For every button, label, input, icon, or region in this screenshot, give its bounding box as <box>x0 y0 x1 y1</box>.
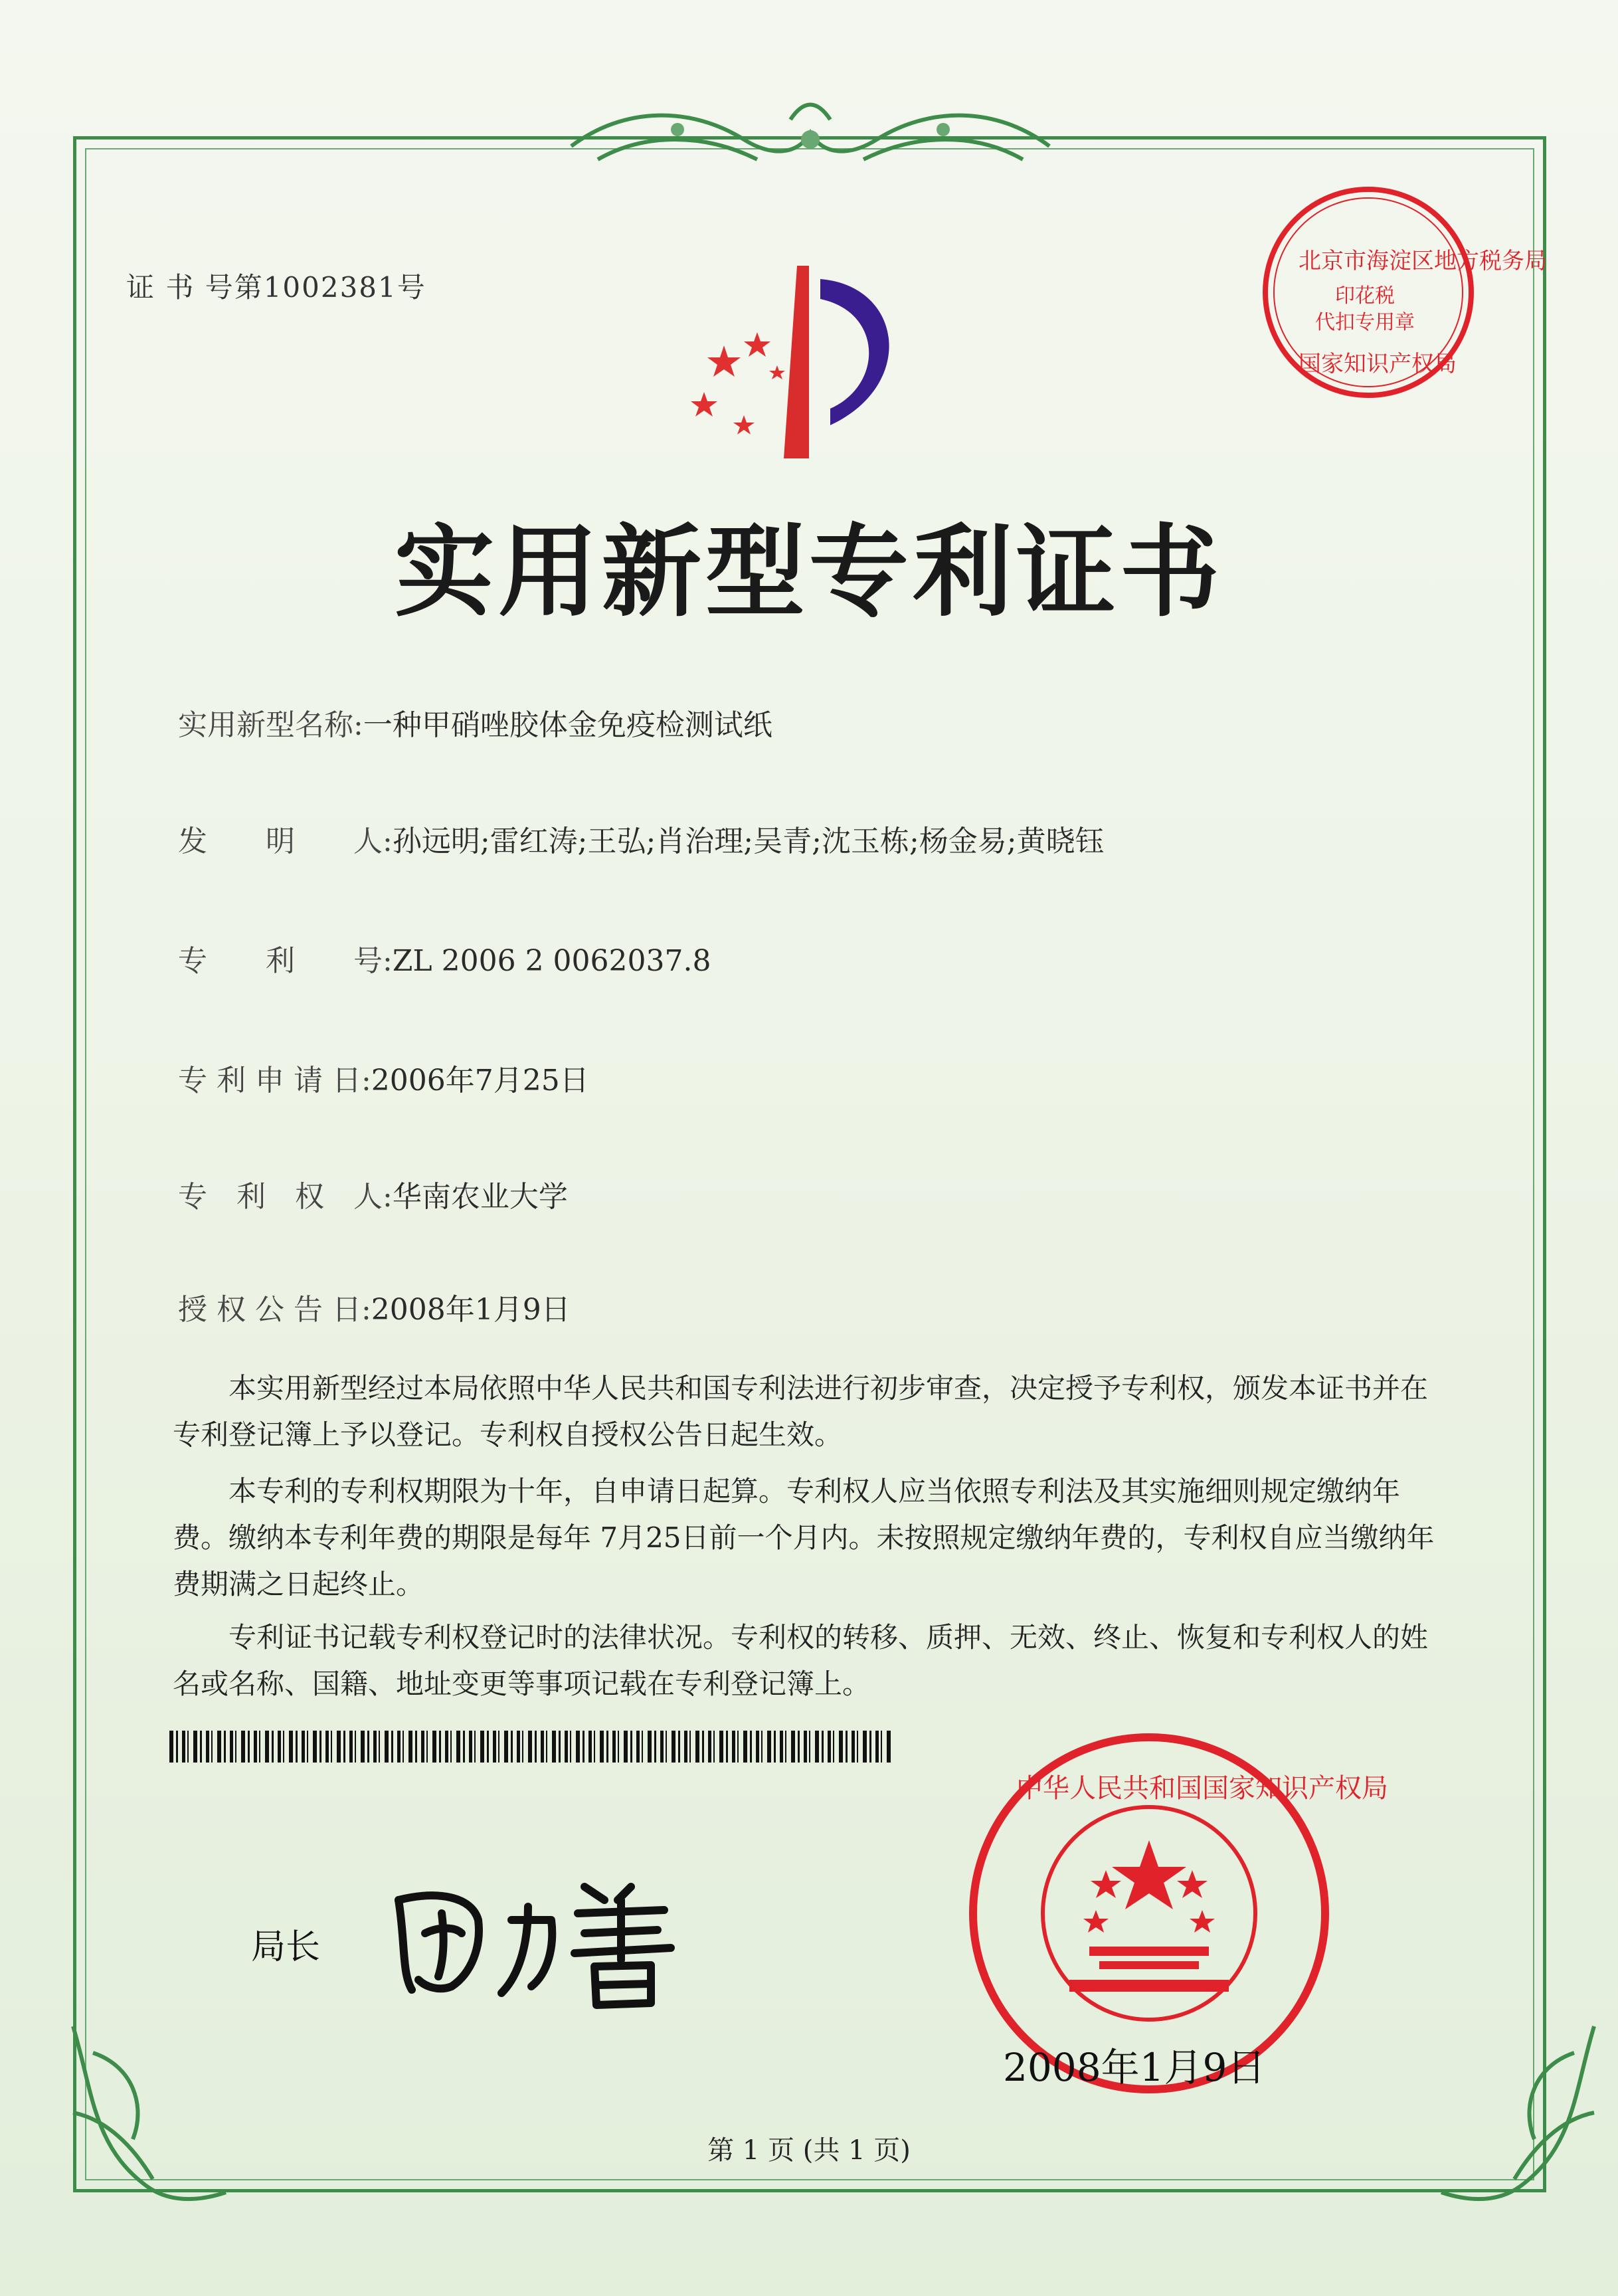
tax-stamp-center1: 印花税 <box>1335 284 1395 308</box>
barcode <box>169 1731 893 1763</box>
inventor-label: 发 明 人: <box>178 824 393 858</box>
bottom-left-ornament-icon <box>53 2013 239 2212</box>
body-paragraph-2: 本专利的专利权期限为十年，自申请日起算。专利权人应当依照专利法及其实施细则规定缴纳年费。缴纳本专利年费的期限是每年 7月25日前一个月内。未按照规定缴纳年费的，专利权自应当缴纳年费期满之日起终止。 <box>173 1475 1435 1600</box>
inventor-row <box>178 817 1105 860</box>
filing-date-row <box>178 1056 589 1099</box>
director-signature <box>385 1860 704 2013</box>
seal-date: 2008年1月9日 <box>1003 2045 1266 2090</box>
inventor-value: 孙远明;雷红涛;王弘;肖治理;吴青;沈玉栋;杨金易;黄晓钰 <box>392 824 1105 858</box>
utility-model-name-value: 一种甲硝唑胶体金免疫检测试纸 <box>363 708 772 742</box>
official-seal-text: 中华人民共和国国家知识产权局 <box>1016 1773 1388 1804</box>
grant-date-value: 2008年1月9日 <box>371 1293 571 1327</box>
tax-stamp-center2: 代扣专用章 <box>1315 311 1415 334</box>
top-ornament-icon <box>545 93 1076 193</box>
patent-office-logo-icon <box>664 259 943 485</box>
patent-number-value: ZL 2006 2 0062037.8 <box>392 944 711 978</box>
patentee-row <box>178 1173 568 1215</box>
patent-number-label: 专 利 号: <box>178 944 393 978</box>
patentee-label: 专 利 权 人: <box>178 1180 393 1214</box>
page-number: 第 1 页 (共 1 页) <box>707 2135 911 2166</box>
body-paragraph-3: 专利证书记载专利权登记时的法律状况。专利权的转移、质押、无效、终止、恢复和专利权人的姓名或名称、国籍、地址变更等事项记载在专利登记簿上。 <box>173 1621 1429 1700</box>
body-paragraph-1: 本实用新型经过本局依照中华人民共和国专利法进行初步审查，决定授予专利权，颁发本证书并在专利登记簿上予以登记。专利权自授权公告日起生效。 <box>173 1372 1429 1451</box>
utility-model-name-row <box>178 701 772 743</box>
patent-number-row <box>178 937 711 979</box>
certificate-title: 实用新型专利证书 <box>394 514 1223 630</box>
utility-model-name-label: 实用新型名称: <box>178 708 363 742</box>
grant-date-row <box>178 1286 571 1328</box>
certificate-number: 证 书 号第1002381号 <box>126 271 426 304</box>
grant-date-label: 授 权 公 告 日: <box>178 1293 371 1327</box>
filing-date-value: 2006年7月25日 <box>371 1064 589 1098</box>
bottom-right-ornament-icon <box>1428 2013 1614 2212</box>
filing-date-label: 专 利 申 请 日: <box>178 1064 371 1098</box>
tax-stamp-text: 北京市海淀区地方税务局 <box>1299 248 1547 274</box>
director-label: 局长 <box>251 1927 321 1967</box>
patentee-value: 华南农业大学 <box>392 1180 568 1214</box>
tax-stamp-bottom: 国家知识产权局 <box>1299 351 1457 377</box>
